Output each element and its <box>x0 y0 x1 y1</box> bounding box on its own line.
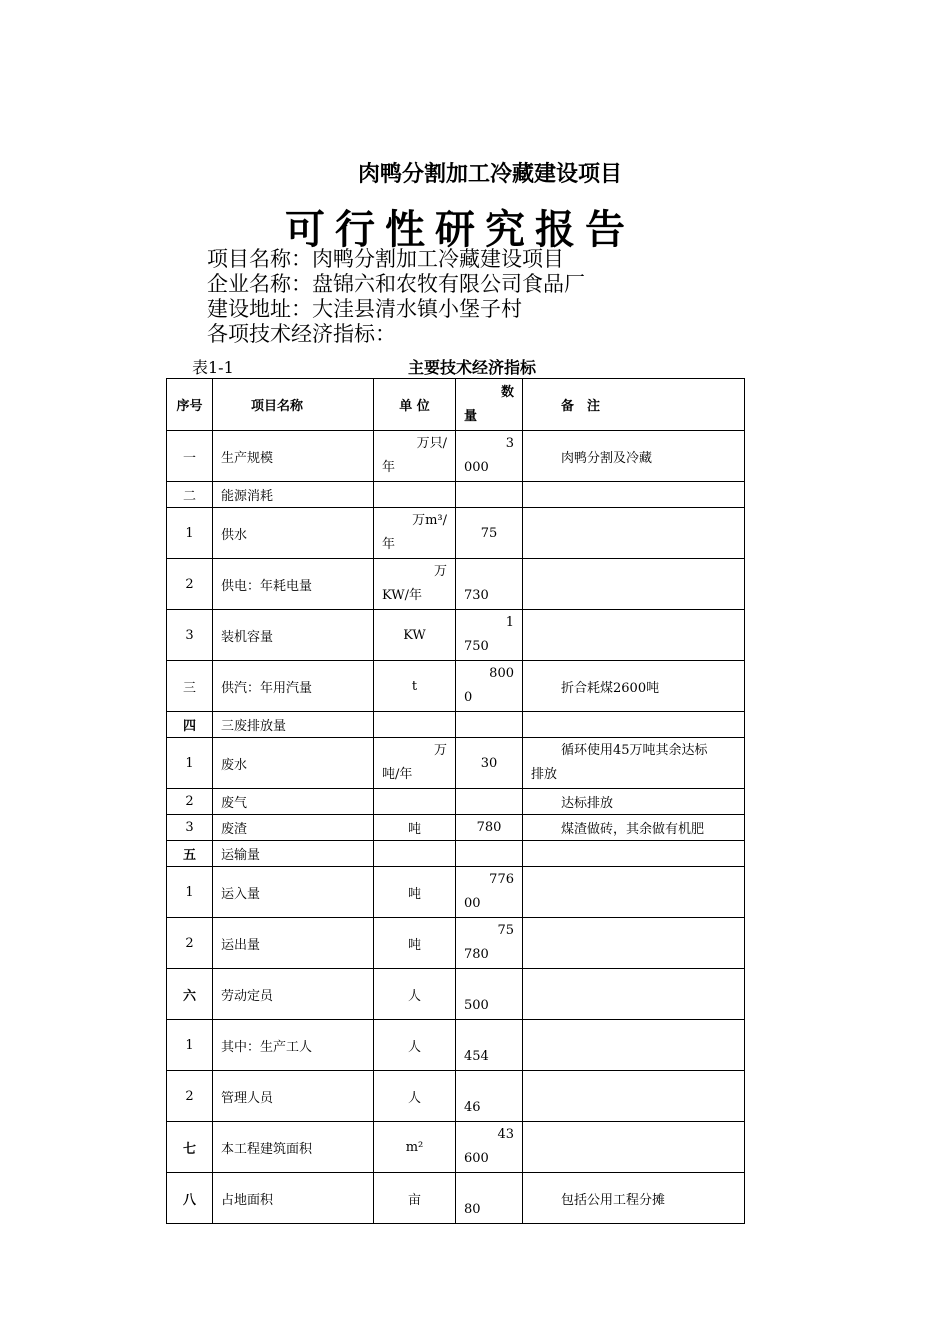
row-no: 五 <box>167 841 213 867</box>
row-name: 其中：生产工人 <box>213 1020 374 1071</box>
row-remark <box>523 1122 745 1173</box>
row-unit: 人 <box>374 1071 456 1122</box>
row-no: 四 <box>167 712 213 738</box>
qty-line1: 3 <box>505 436 514 451</box>
row-unit: 亩 <box>374 1173 456 1224</box>
qty-line2: 730 <box>464 588 489 603</box>
qty-line2: 000 <box>464 460 489 475</box>
row-remark: 煤渣做砖，其余做有机肥 <box>523 815 745 841</box>
row-unit <box>374 841 456 867</box>
header-unit: 单 位 <box>374 379 456 431</box>
table-row <box>167 918 745 969</box>
row-remark: 肉鸭分割及冷藏 <box>523 431 745 482</box>
header-qty-line1: 数 <box>500 384 514 400</box>
row-remark <box>523 867 745 918</box>
header-name: 项目名称 <box>213 379 374 431</box>
table-row <box>167 559 745 610</box>
qty-line1: 43 <box>497 1127 514 1142</box>
qty-line2: 780 <box>464 947 489 962</box>
row-unit: 吨 <box>374 867 456 918</box>
indicators-table <box>166 378 745 1224</box>
row-remark <box>523 841 745 867</box>
row-remark <box>523 712 745 738</box>
row-remark <box>523 738 745 789</box>
table-row <box>167 712 745 738</box>
row-name: 三废排放量 <box>213 712 374 738</box>
qty-line2: 0 <box>464 690 473 705</box>
row-remark <box>523 559 745 610</box>
qty-line1 <box>456 970 522 994</box>
row-qty <box>456 789 523 815</box>
qty-line1 <box>456 1072 522 1096</box>
qty-line2: 46 <box>464 1100 481 1115</box>
table-row <box>167 1020 745 1071</box>
row-remark: 折合耗煤2600吨 <box>523 661 745 712</box>
row-no: 2 <box>167 918 213 969</box>
qty-line2: 600 <box>464 1151 489 1166</box>
row-unit: 吨 <box>374 918 456 969</box>
row-remark <box>523 969 745 1020</box>
unit-line2: 年 <box>382 537 396 552</box>
row-no: 2 <box>167 789 213 815</box>
table-row <box>167 789 745 815</box>
row-no: 一 <box>167 431 213 482</box>
document-title: 可行性研究报告 <box>285 207 635 253</box>
table-row <box>167 867 745 918</box>
indicators-line: 各项技术经济指标： <box>207 322 396 346</box>
qty-line1 <box>456 560 522 584</box>
qty-line2: 80 <box>464 1202 481 1217</box>
row-name: 供水 <box>213 508 374 559</box>
table-header-row <box>167 379 745 431</box>
row-name: 运出量 <box>213 918 374 969</box>
row-no: 三 <box>167 661 213 712</box>
row-unit <box>374 738 456 789</box>
row-name: 供电：年耗电量 <box>213 559 374 610</box>
row-remark: 包括公用工程分摊 <box>523 1173 745 1224</box>
qty-line2: 00 <box>464 896 481 911</box>
row-no: 3 <box>167 815 213 841</box>
company-name-line: 企业名称：盘锦六和农牧有限公司食品厂 <box>207 272 585 296</box>
row-name: 运输量 <box>213 841 374 867</box>
row-unit: 人 <box>374 1020 456 1071</box>
row-unit: 人 <box>374 969 456 1020</box>
table-row <box>167 610 745 661</box>
row-name: 废气 <box>213 789 374 815</box>
qty-line2: 750 <box>464 639 489 654</box>
table-row <box>167 1122 745 1173</box>
row-qty <box>456 1020 523 1071</box>
row-no: 1 <box>167 508 213 559</box>
row-qty: 780 <box>456 815 523 841</box>
row-qty <box>456 559 523 610</box>
row-name: 本工程建筑面积 <box>213 1122 374 1173</box>
row-qty <box>456 610 523 661</box>
remark-line1: 循环使用45万吨其余达标 <box>561 743 708 758</box>
unit-line1: 万 <box>433 743 447 758</box>
header-qty <box>456 379 523 431</box>
address-line: 建设地址：大洼县清水镇小堡子村 <box>207 297 522 321</box>
table-caption: 主要技术经济指标 <box>408 358 537 377</box>
table-row <box>167 1173 745 1224</box>
row-qty <box>456 1122 523 1173</box>
row-unit <box>374 789 456 815</box>
unit-line1: 万 <box>433 564 447 579</box>
row-qty <box>456 431 523 482</box>
row-qty <box>456 661 523 712</box>
row-unit <box>374 559 456 610</box>
row-no: 2 <box>167 1071 213 1122</box>
row-name: 废水 <box>213 738 374 789</box>
row-qty <box>456 482 523 508</box>
qty-line1 <box>456 1021 522 1045</box>
row-qty <box>456 867 523 918</box>
row-name: 装机容量 <box>213 610 374 661</box>
header-remark: 备 注 <box>523 379 745 431</box>
qty-line1: 75 <box>497 923 514 938</box>
row-no: 二 <box>167 482 213 508</box>
row-no: 七 <box>167 1122 213 1173</box>
row-unit <box>374 482 456 508</box>
row-qty <box>456 918 523 969</box>
row-qty <box>456 1071 523 1122</box>
row-remark <box>523 482 745 508</box>
row-qty <box>456 712 523 738</box>
table-row <box>167 738 745 789</box>
row-remark <box>523 918 745 969</box>
row-no: 2 <box>167 559 213 610</box>
qty-line1: 776 <box>489 872 514 887</box>
row-qty <box>456 969 523 1020</box>
table-row <box>167 969 745 1020</box>
table-row <box>167 508 745 559</box>
table-row <box>167 482 745 508</box>
row-no: 1 <box>167 738 213 789</box>
row-unit <box>374 712 456 738</box>
table-row <box>167 815 745 841</box>
qty-line2: 454 <box>464 1049 489 1064</box>
row-unit: 吨 <box>374 815 456 841</box>
row-qty <box>456 841 523 867</box>
qty-line1 <box>456 1174 522 1198</box>
unit-line1: 万只/ <box>416 436 447 451</box>
row-no: 1 <box>167 1020 213 1071</box>
row-qty <box>456 1173 523 1224</box>
row-remark <box>523 508 745 559</box>
qty-line1: 800 <box>489 666 514 681</box>
row-qty: 30 <box>456 738 523 789</box>
row-name: 能源消耗 <box>213 482 374 508</box>
row-name: 劳动定员 <box>213 969 374 1020</box>
header-qty-line2: 量 <box>464 408 478 424</box>
row-name: 废渣 <box>213 815 374 841</box>
unit-line2: KW/年 <box>382 588 422 603</box>
document-subtitle: 肉鸭分割加工冷藏建设项目 <box>357 162 622 187</box>
row-no: 八 <box>167 1173 213 1224</box>
table-row <box>167 431 745 482</box>
row-unit <box>374 431 456 482</box>
unit-line2: 吨/年 <box>382 767 413 782</box>
row-remark <box>523 610 745 661</box>
row-name: 占地面积 <box>213 1173 374 1224</box>
row-unit: m² <box>374 1122 456 1173</box>
row-name: 运入量 <box>213 867 374 918</box>
row-qty: 75 <box>456 508 523 559</box>
qty-line1: 1 <box>505 615 514 630</box>
row-no: 1 <box>167 867 213 918</box>
row-no: 六 <box>167 969 213 1020</box>
table-row <box>167 1071 745 1122</box>
unit-line1: 万m³/ <box>412 513 447 528</box>
row-unit <box>374 508 456 559</box>
row-unit: KW <box>374 610 456 661</box>
qty-line2: 500 <box>464 998 489 1013</box>
row-remark: 达标排放 <box>523 789 745 815</box>
table-row <box>167 661 745 712</box>
unit-line2: 年 <box>382 460 396 475</box>
row-remark <box>523 1020 745 1071</box>
row-name: 生产规模 <box>213 431 374 482</box>
row-name: 供汽：年用汽量 <box>213 661 374 712</box>
row-remark <box>523 1071 745 1122</box>
row-name: 管理人员 <box>213 1071 374 1122</box>
header-no: 序号 <box>167 379 213 431</box>
table-number: 表1-1 <box>192 358 234 377</box>
table-row <box>167 841 745 867</box>
remark-line2: 排放 <box>531 767 558 782</box>
project-name-line: 项目名称：肉鸭分割加工冷藏建设项目 <box>207 247 564 271</box>
row-unit: t <box>374 661 456 712</box>
row-no: 3 <box>167 610 213 661</box>
